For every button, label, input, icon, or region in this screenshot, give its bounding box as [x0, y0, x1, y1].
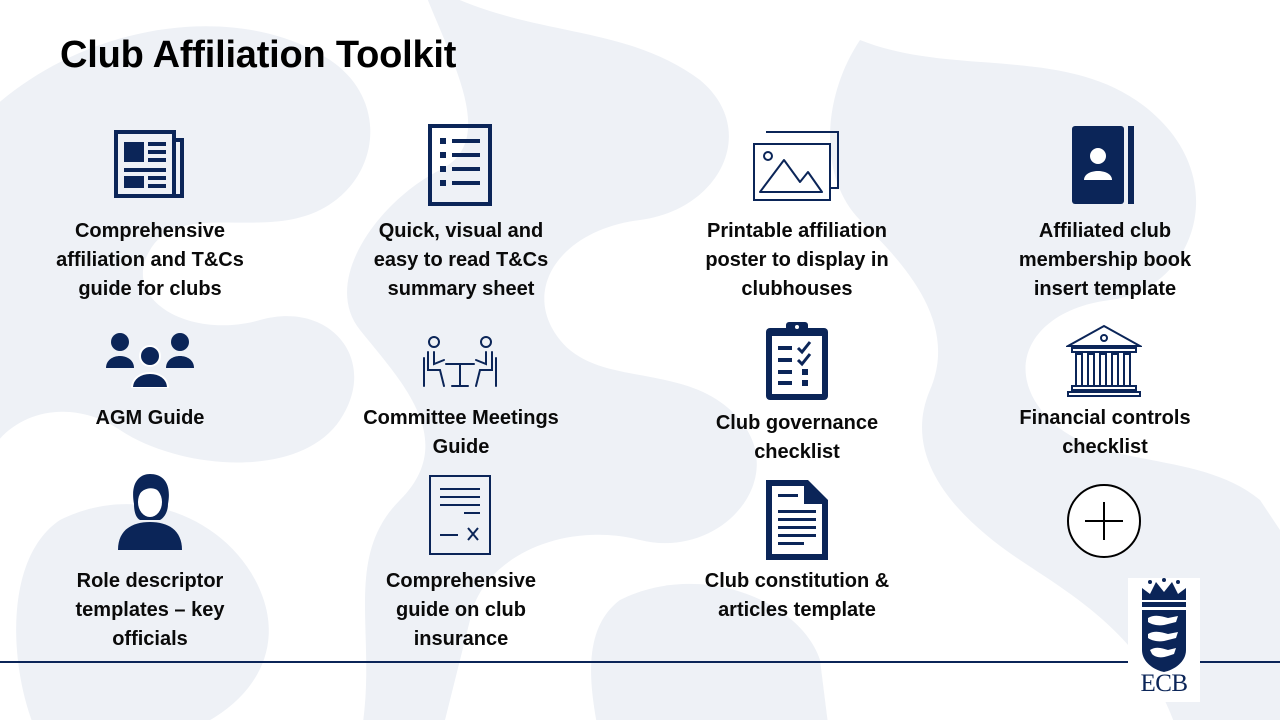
item-label-insurance-guide: Comprehensive guide on club insurance [385, 570, 537, 650]
item-label-committee-meetings: Committee Meetings Guide [363, 407, 559, 458]
item-label-constitution-template: Club constitution & articles template [704, 570, 890, 621]
meeting-table-icon[interactable] [420, 334, 500, 388]
ecb-logo-text: ECB [1140, 670, 1188, 697]
item-label-poster: Printable affiliation poster to display in clubhouses [705, 220, 889, 300]
item-label-agm-guide: AGM Guide [95, 407, 205, 429]
item-label-governance-checklist: Club governance checklist [715, 412, 879, 463]
landscape-pictures-icon[interactable] [752, 130, 842, 202]
item-label-role-descriptor: Role descriptor templates – key officials [75, 570, 225, 650]
item-label-financial-controls: Financial controls checklist [1019, 407, 1191, 458]
text-document-icon[interactable] [764, 478, 830, 562]
newspaper-icon[interactable] [114, 130, 186, 200]
group-people-icon[interactable] [106, 332, 194, 388]
contact-book-icon[interactable] [1072, 126, 1136, 204]
signed-contract-icon[interactable] [428, 474, 492, 556]
ecb-logo [1128, 578, 1200, 702]
bank-building-icon[interactable] [1066, 324, 1142, 398]
clipboard-checklist-icon[interactable] [764, 320, 830, 402]
item-label-affiliation-guide: Comprehensive affiliation and T&Cs guide for clubs [56, 220, 244, 300]
item-label-summary-sheet: Quick, visual and easy to read T&Cs summary sheet [373, 220, 549, 300]
list-document-icon[interactable] [428, 124, 492, 206]
bottom-divider [0, 661, 1280, 663]
page-title: Club Affiliation Toolkit [60, 34, 457, 76]
item-label-membership-book: Affiliated club membership book insert template [1018, 220, 1192, 300]
plus-circle-icon[interactable] [1065, 482, 1143, 560]
crown-lions-crest-icon [1128, 578, 1200, 674]
woman-user-icon[interactable] [116, 474, 184, 550]
